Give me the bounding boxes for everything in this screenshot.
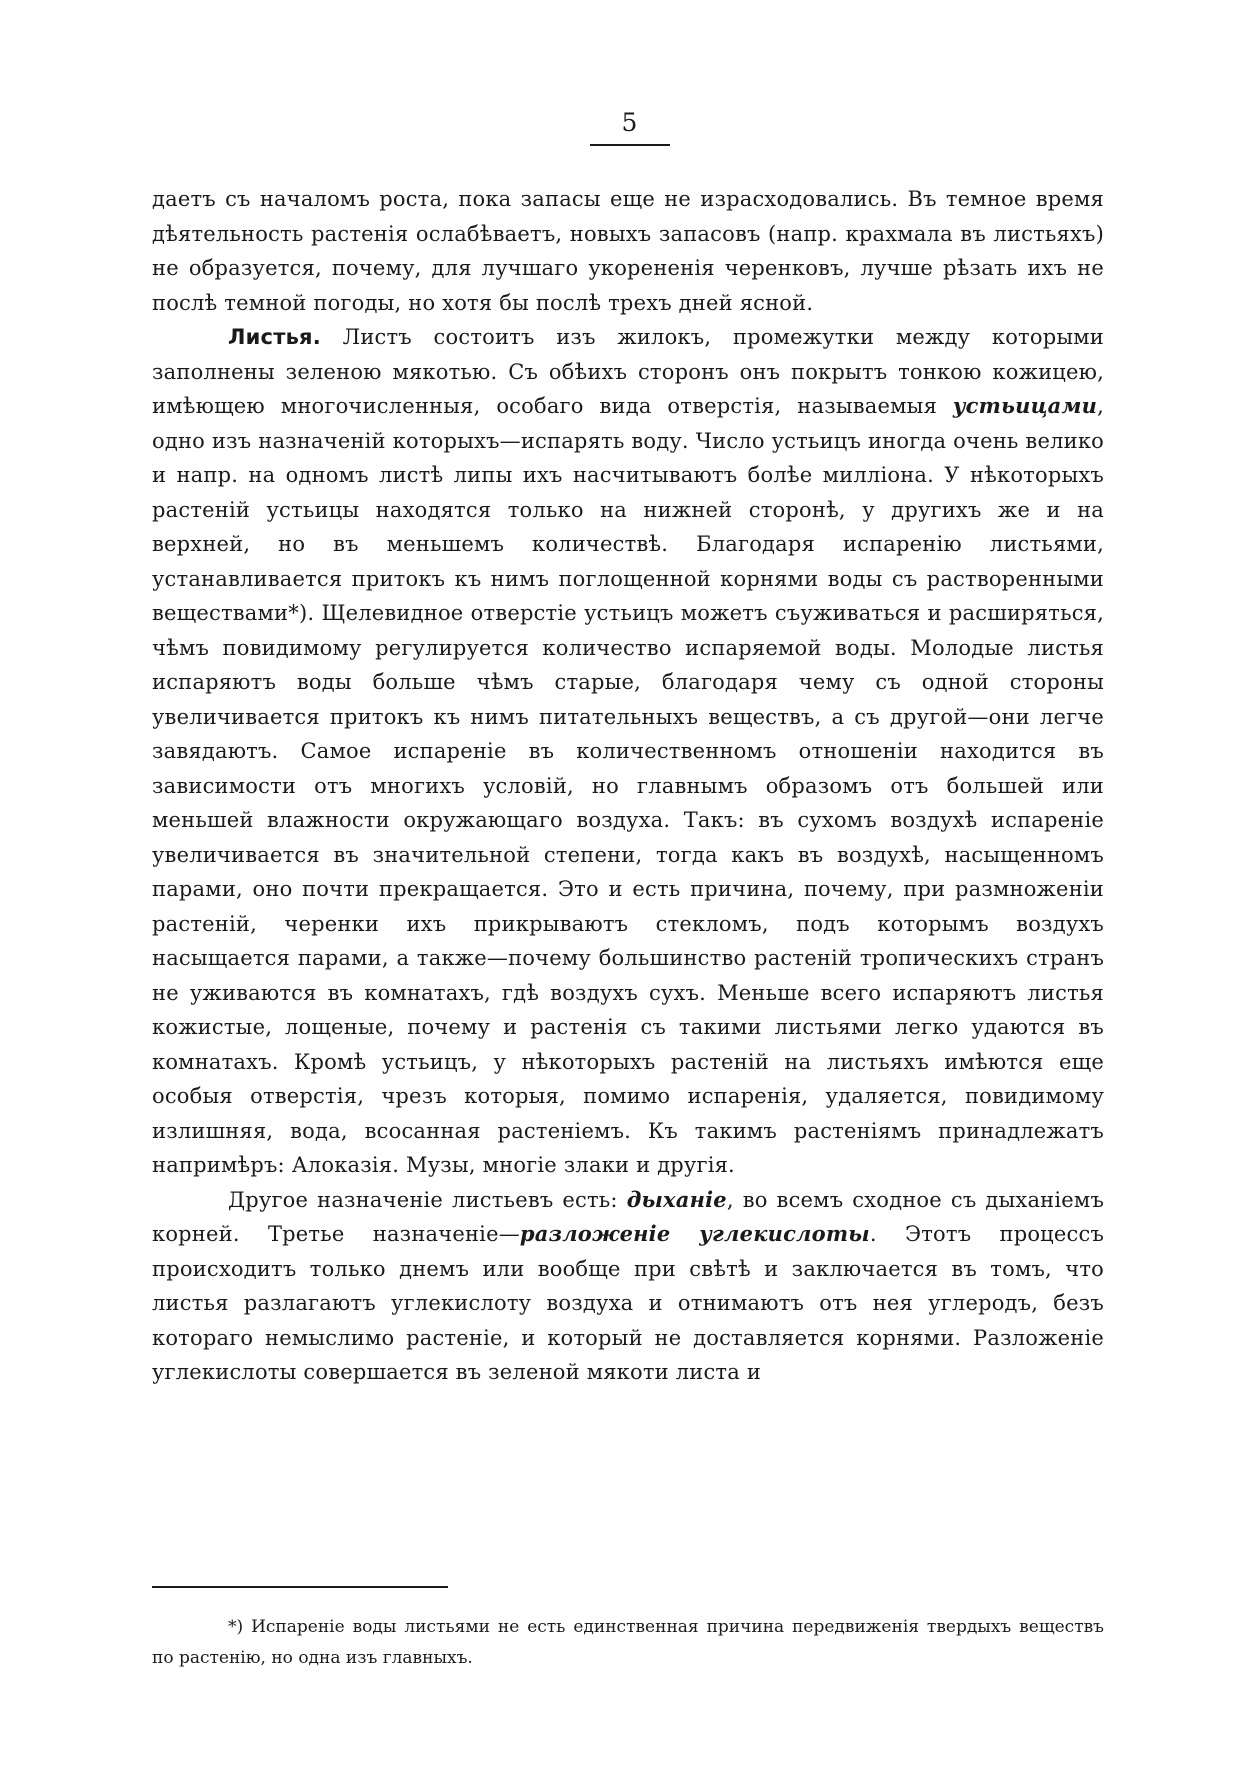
paragraph-text: . Этотъ процессъ происходитъ только днемъ или вообще при свѣтѣ и заключается въ томъ, что листья разлагаютъ углекислоту воздуха и отнимаютъ отъ нея углеродъ, безъ котораго немыслимо растеніе, и который не доставляется корнями. Разложеніе углекислоты совершается въ зеленой мякоти листа и — [152, 1222, 1105, 1384]
footnote-text: *) Испареніе воды листьями не есть единственная причина передвиженія твердыхъ веществъ по растенію, но одна изъ главныхъ. — [152, 1617, 1104, 1668]
paragraph-text: , во всемъ сходное съ дыханіемъ корней. Третье назначеніе— — [152, 1187, 1104, 1246]
emphasized-term: дыханіе — [626, 1186, 727, 1212]
footnote — [152, 1612, 1104, 1674]
body-text — [152, 182, 1104, 1390]
paragraph-continuation — [152, 182, 1104, 320]
paragraph-respiration — [152, 1183, 1104, 1390]
paragraph-text: Листъ состоитъ изъ жилокъ, промежутки между которыми заполнены зеленою мякотью. Съ обѣихъ сторонъ онъ покрытъ тонкою кожицею, имѣющею многочисленныя, особаго вида отверстія, называемыя — [152, 325, 1104, 418]
paragraph-text: Другое назначеніе листьевъ есть: — [228, 1187, 627, 1212]
section-heading: Листья. — [228, 325, 321, 349]
paragraph-text: , одно изъ назначеній которыхъ—испарять воду. Число устьицъ иногда очень велико и напр. на одномъ листѣ липы ихъ насчитываютъ болѣе милліона. У нѣкоторыхъ растеній устьицы находятся только на нижней сторонѣ, у другихъ же и на верхней, но въ меньшемъ количествѣ. Благодаря испаренію листьями, устанавливается притокъ къ нимъ поглощенной корнями воды съ растворенными веществами*). Щелевидное отверстіе устьицъ можетъ съуживаться и расширяться, чѣмъ повидимому регулируется количество испаряемой воды. Молодые листья испаряютъ воды больше чѣмъ старые, благодаря чему съ одной стороны увеличивается притокъ къ нимъ питательныхъ веществъ, а съ другой—они легче завядаютъ. Самое испареніе въ количественномъ отношеніи находится въ зависимости отъ многихъ условій, но главнымъ образомъ отъ большей или меньшей влажности окружающаго воздуха. Такъ: въ сухомъ воздухѣ испареніе увеличивается въ значительной степени, тогда какъ въ воздухѣ, насыщенномъ парами, оно почти прекращается. Это и есть причина, почему, при размноженіи растеній, черенки ихъ прикрываютъ стекломъ, подъ которымъ воздухъ насыщается парами, а также—почему большинство растеній тропическихъ странъ не уживаются въ комнатахъ, гдѣ воздухъ сухъ. Меньше всего испаряютъ листья кожистые, лощеные, почему и растенія съ такими листьями легко удаются въ комнатахъ. Кромѣ устьицъ, у нѣкоторыхъ растеній на листьяхъ имѣются еще особыя отверстія, чрезъ которыя, помимо испаренія, удаляется, повидимому излишняя, вода, всосанная растеніемъ. Къ такимъ растеніямъ принадлежатъ напримѣръ: Алоказія. Музы, многіе злаки и другія. — [152, 394, 1104, 1177]
paragraph-leaves — [152, 320, 1104, 1183]
page-number: 5 — [621, 108, 638, 137]
page-number-rule — [590, 144, 670, 146]
emphasized-term: устьицами — [952, 393, 1098, 418]
paragraph-text: даетъ съ началомъ роста, пока запасы еще не израсходовались. Въ темное время дѣятельность растенія ослабѣваетъ, новыхъ запасовъ (напр. крахмала въ листьяхъ) не образуется, почему, для лучшаго укорененія черенковъ, лучше рѣзать ихъ не послѣ темной погоды, но хотя бы послѣ трехъ дней ясной. — [152, 187, 1104, 315]
footnote-rule — [152, 1586, 448, 1588]
emphasized-term: разложеніе углекислоты — [519, 1221, 870, 1246]
